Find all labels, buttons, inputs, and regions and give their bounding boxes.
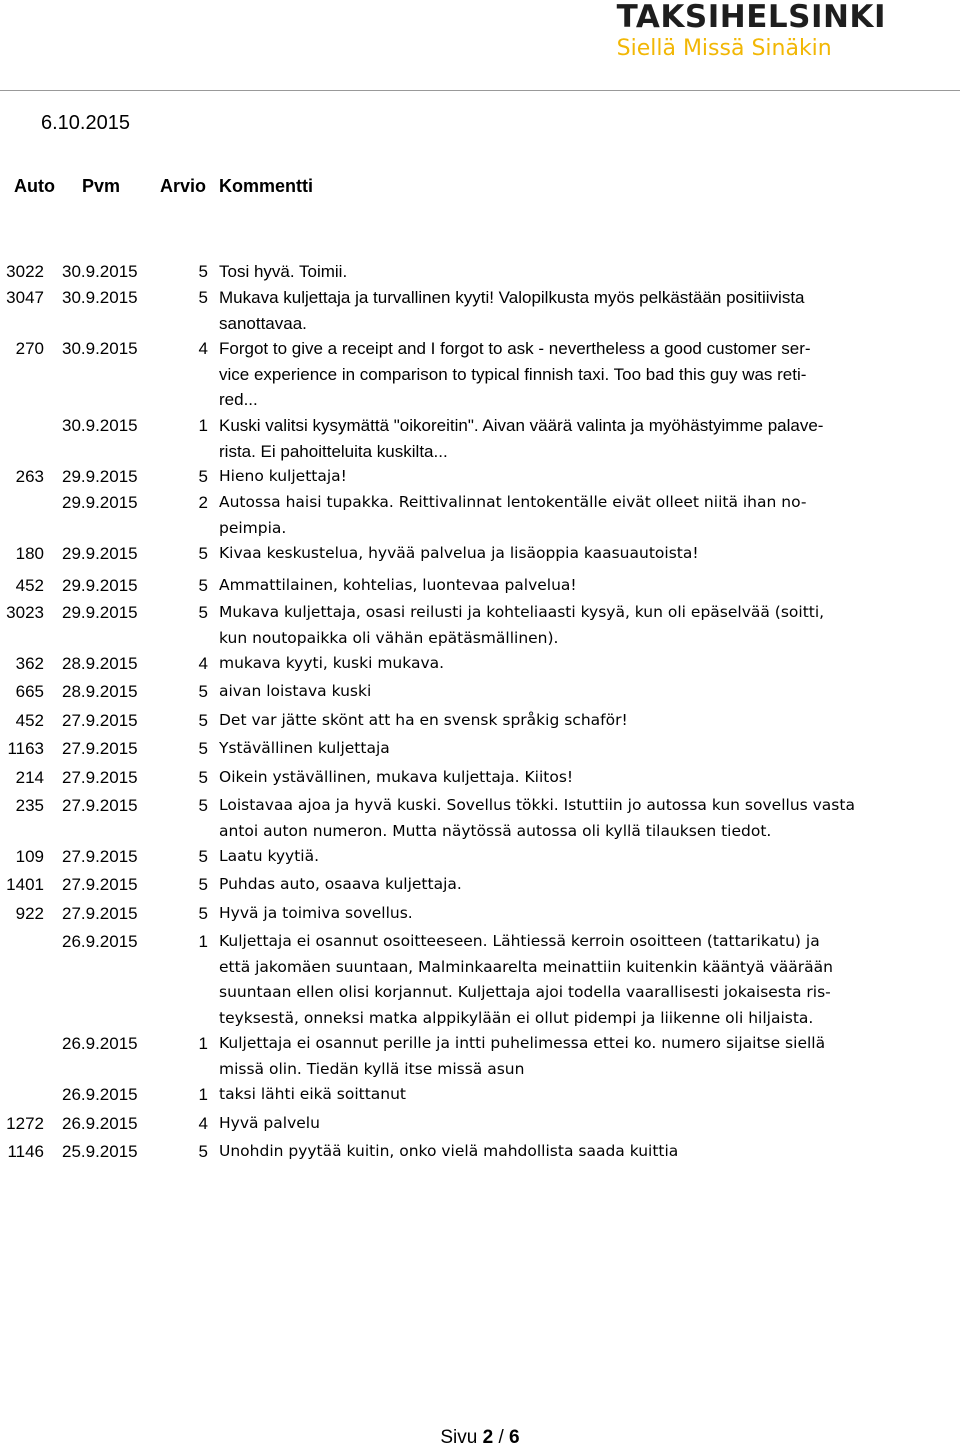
comment-line: vice experience in comparison to typical finnish taxi. Too bad this guy was reti- [219,364,807,384]
cell-kommentti [219,541,919,567]
comment-line: aivan loistava kuski [219,682,372,700]
total-pages: 6 [509,1427,520,1448]
cell-arvio: 5 [198,739,208,758]
cell-pvm: 30.9.2015 [62,416,138,435]
cell-auto: 665 [15,682,44,701]
comment-line: että jakomäen suuntaan, Malminkaarelta meinattiin kuitenkin kääntyä väärään [219,957,833,976]
comment-line: Hyvä ja toimiva sovellus. [219,904,413,922]
comment-line: Unohdin pyytää kuitin, onko vielä mahdollista saada kuittia [219,1142,679,1160]
column-header-arvio: Arvio [160,176,207,196]
cell-pvm: 30.9.2015 [62,262,138,281]
cell-pvm: 29.9.2015 [62,544,138,563]
cell-arvio: 1 [198,416,208,435]
cell-arvio: 5 [198,262,208,281]
comment-line: Loistavaa ajoa ja hyvä kuski. Sovellus tökki. Istuttiin jo autossa kun sovellus vasta [219,796,855,814]
report-date: 6.10.2015 [41,112,130,134]
comment-line: mukava kyyti, kuski mukava. [219,654,445,672]
comment-line: Kuljettaja ei osannut perille ja intti puhelimessa ettei ko. numero sijaitse siellä [219,1034,826,1052]
cell-arvio: 5 [198,467,208,486]
cell-kommentti [219,1139,919,1165]
cell-arvio: 1 [198,932,208,951]
cell-arvio: 5 [198,682,208,701]
comment-line: Laatu kyytiä. [219,847,320,865]
cell-pvm: 29.9.2015 [62,467,138,486]
cell-pvm: 30.9.2015 [62,339,138,358]
cell-arvio: 5 [198,576,208,595]
cell-auto: 3023 [6,603,44,622]
cell-pvm: 28.9.2015 [62,682,138,701]
cell-auto: 452 [15,711,44,730]
cell-arvio: 1 [198,1034,208,1053]
column-header-auto: Auto [14,176,55,196]
cell-pvm: 27.9.2015 [62,796,138,815]
comment-line: Mukava kuljettaja ja turvallinen kyyti! Valopilkusta myös pelkästään positiivista [219,288,805,307]
cell-arvio: 5 [198,544,208,563]
comment-line: rista. Ei pahoitteluita kuskilta... [219,441,448,461]
cell-auto: 109 [15,847,44,866]
comment-line: Forgot to give a receipt and I forgot to ask - nevertheless a good customer ser- [219,339,811,358]
logo-slogan: Siellä Missä Sinäkin [616,36,832,61]
cell-auto: 235 [15,796,44,815]
cell-arvio: 5 [198,904,208,923]
comment-line: Kuljettaja ei osannut osoitteeseen. Lähtiessä kerroin osoitteen (tattarikatu) ja [219,932,820,950]
cell-kommentti [219,600,919,651]
cell-arvio: 5 [198,768,208,787]
cell-kommentti [219,929,919,1031]
comment-line: Hieno kuljettaja! [219,467,347,485]
comment-line: Det var jätte skönt att ha en svensk språkig schaför! [219,711,628,729]
cell-arvio: 4 [198,654,208,673]
comment-line: taksi lähti eikä soittanut [219,1085,407,1103]
cell-pvm: 29.9.2015 [62,493,138,512]
cell-kommentti [219,844,919,870]
comment-line: missä olin. Tiedän kyllä itse missä asun [219,1059,525,1078]
cell-pvm: 29.9.2015 [62,576,138,595]
cell-arvio: 2 [198,493,208,512]
comment-line: Oikein ystävällinen, mukava kuljettaja. Kiitos! [219,768,574,786]
cell-pvm: 27.9.2015 [62,847,138,866]
cell-auto: 263 [15,467,44,486]
cell-auto: 1272 [6,1114,44,1133]
comment-line: red... [219,390,258,409]
cell-pvm: 27.9.2015 [62,739,138,758]
cell-auto: 452 [15,576,44,595]
comment-line: suuntaan ellen olisi korjannut. Kuljettaja ajoi todella vaarallisesti jokaisesta ris- [219,983,831,1001]
comment-line: Ystävällinen kuljettaja [219,739,390,757]
cell-auto: 1163 [7,739,44,758]
comment-line: Mukava kuljettaja, osasi reilusti ja kohteliaasti kysyä, kun oli epäselvää (soitti, [219,603,825,621]
cell-pvm: 25.9.2015 [62,1142,138,1161]
cell-arvio: 4 [198,339,208,358]
column-header-kommentti: Kommentti [219,176,313,196]
cell-arvio: 5 [198,711,208,730]
comment-line: Puhdas auto, osaava kuljettaja. [219,875,462,893]
cell-arvio: 5 [198,603,208,622]
cell-kommentti [219,901,919,927]
cell-arvio: 5 [198,288,208,307]
cell-pvm: 28.9.2015 [62,654,138,673]
cell-auto: 3047 [6,288,44,307]
cell-pvm: 30.9.2015 [62,288,138,307]
comment-line: antoi auton numeron. Mutta näytössä autossa oli kyllä tilauksen tiedot. [219,821,772,840]
cell-auto: 214 [15,768,44,787]
cell-pvm: 27.9.2015 [62,875,138,894]
cell-pvm: 26.9.2015 [62,1085,138,1104]
comment-line: Kivaa keskustelua, hyvää palvelua ja lisäoppia kaasuautoista! [219,544,699,562]
cell-kommentti [219,679,919,705]
cell-pvm: 27.9.2015 [62,711,138,730]
comment-line: peimpia. [219,518,287,537]
comment-line: sanottavaa. [219,313,307,333]
logo-brand: TAKSIHELSINKI [616,0,886,35]
cell-auto: 362 [15,654,44,673]
cell-arvio: 4 [198,1114,208,1133]
comment-line: Kuski valitsi kysymättä "oikoreitin". Aivan väärä valinta ja myöhästyimme palave- [219,416,824,435]
column-header-pvm: Pvm [82,176,121,196]
cell-arvio: 5 [198,875,208,894]
cell-auto: 922 [15,904,44,923]
comment-line: teyksestä, onneksi matka alppikylään ei ollut pidempi ja liikenne oli hiljaista. [219,1008,814,1027]
cell-pvm: 26.9.2015 [62,1034,138,1053]
cell-kommentti [219,490,919,541]
cell-kommentti [219,708,919,734]
cell-kommentti [219,872,919,898]
cell-auto: 3022 [6,262,44,281]
cell-auto: 270 [15,339,44,358]
page-footer [0,1427,960,1449]
cell-arvio: 5 [198,1142,208,1161]
comment-line: Ammattilainen, kohtelias, luontevaa palvelua! [219,576,577,594]
cell-pvm: 27.9.2015 [62,904,138,923]
cell-arvio: 5 [198,847,208,866]
page-separator: / [498,1427,504,1448]
cell-kommentti [219,1111,919,1137]
cell-pvm: 29.9.2015 [62,603,138,622]
cell-arvio: 5 [198,796,208,815]
cell-auto: 1401 [6,875,44,894]
comment-line: kun noutopaikka oli vähän epätäsmällinen). [219,628,559,647]
cell-kommentti [219,464,919,490]
current-page: 2 [482,1427,494,1448]
page-label: Sivu [440,1427,478,1448]
cell-kommentti [219,259,919,285]
comment-line: Autossa haisi tupakka. Reittivalinnat lentokentälle eivät olleet niitä ihan no- [219,493,807,511]
cell-kommentti [219,413,919,464]
comment-line: Tosi hyvä. Toimii. [219,262,348,281]
cell-auto: 1146 [7,1142,44,1161]
cell-pvm: 26.9.2015 [62,932,138,951]
cell-kommentti [219,1082,919,1108]
cell-kommentti [219,285,919,336]
cell-kommentti [219,573,919,599]
cell-pvm: 27.9.2015 [62,768,138,787]
cell-kommentti [219,336,919,413]
cell-pvm: 26.9.2015 [62,1114,138,1133]
cell-kommentti [219,765,919,791]
cell-kommentti [219,1031,919,1082]
cell-arvio: 1 [198,1085,208,1104]
comment-line: Hyvä palvelu [219,1114,320,1132]
cell-kommentti [219,793,919,844]
cell-auto: 180 [15,544,44,563]
cell-kommentti [219,651,919,677]
cell-kommentti [219,736,919,762]
